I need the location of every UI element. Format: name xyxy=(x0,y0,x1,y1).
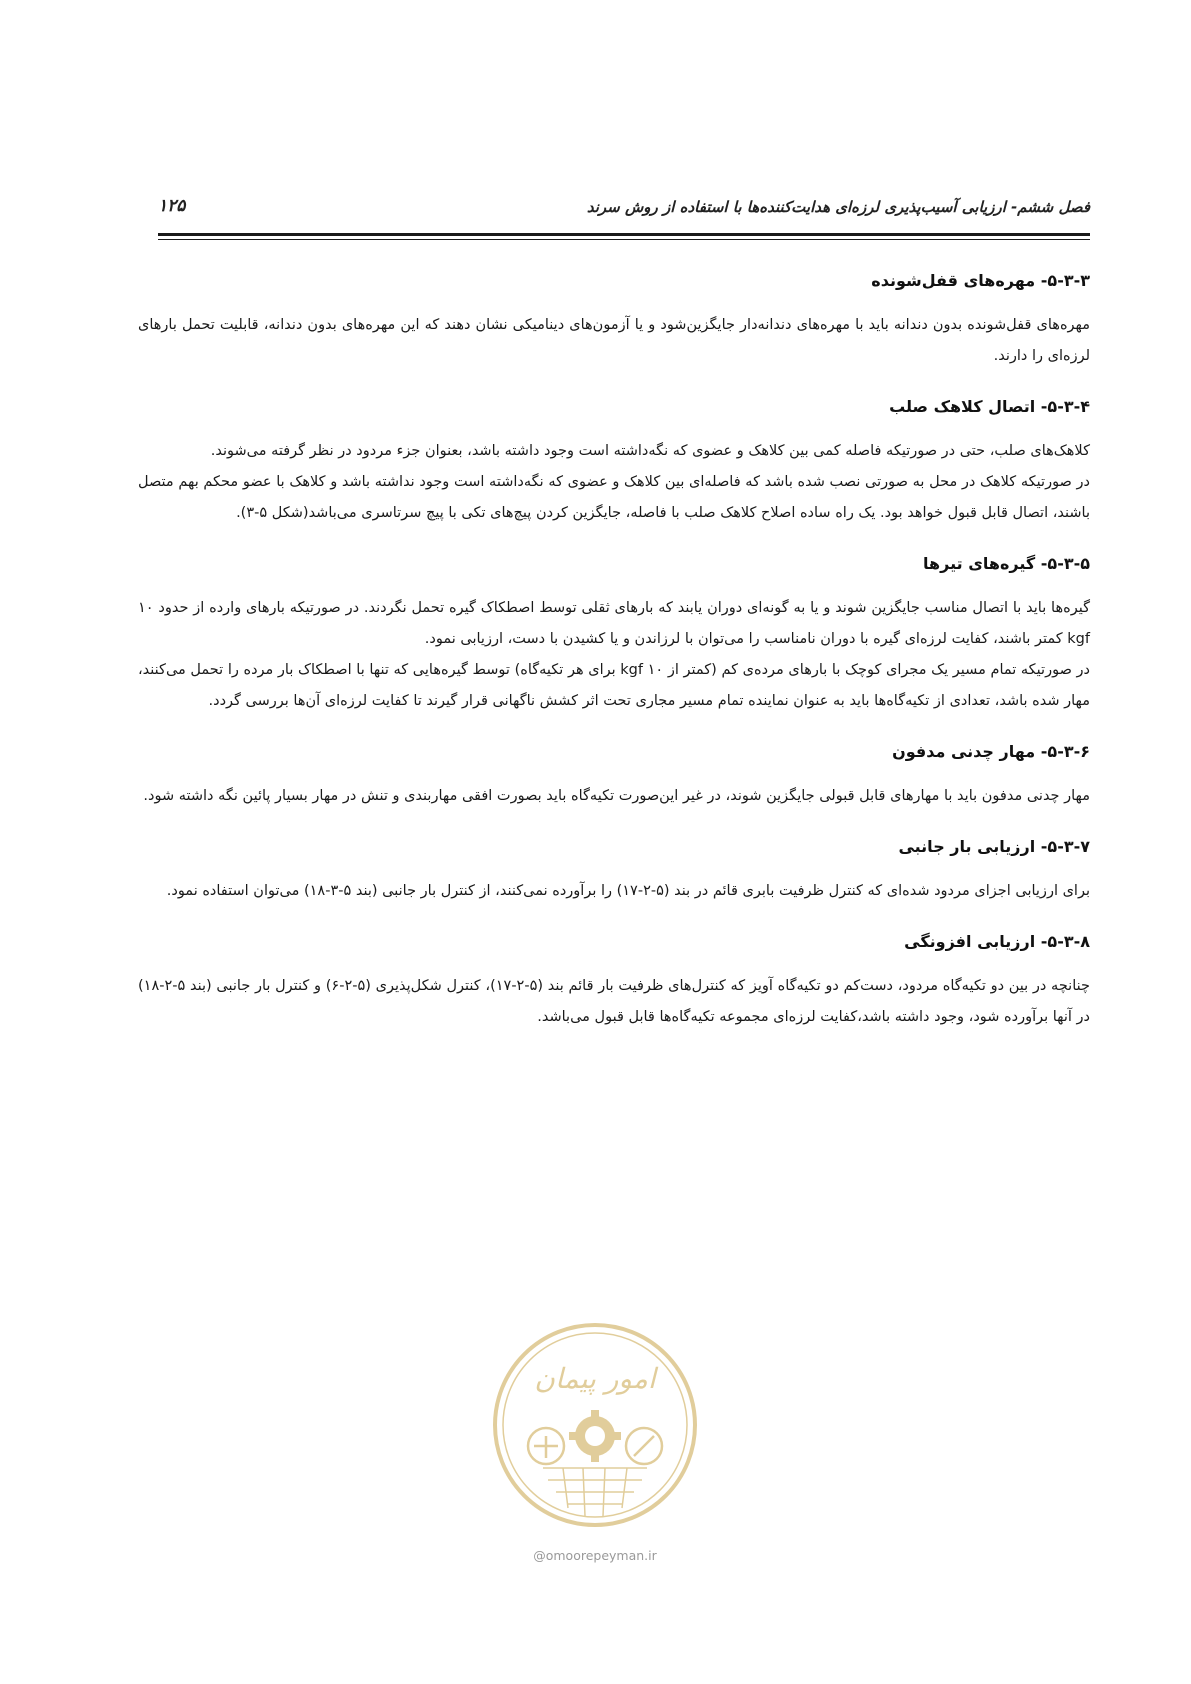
watermark-url: @omoorepeyman.ir xyxy=(533,1548,657,1563)
watermark-logo-text: امور پیمان xyxy=(534,1362,656,1395)
chapter-title: فصل ششم- ارزیابی آسیب‌پذیری لرزه‌ای هدایت‌کننده‌ها با استفاده از روش سرند xyxy=(586,198,1090,216)
paragraph: مهره‌های قفل‌شونده بدون دندانه باید با مهره‌های دندانه‌دار جایگزین‌شود و یا آزمون‌های دینامیکی نشان دهند که این مهره‌های بدون دندانه، قابلیت تحمل بارهای لرزه‌ای را دارند. xyxy=(138,317,1090,364)
paragraph: گیره‌ها باید با اتصال مناسب جایگزین شوند و یا به گونه‌ای دوران یابند که بارهای ثقلی توسط اصطکاک گیره تحمل نگردند. در صورتیکه بارهای وارده از حدود ۱۰ kgf کمتر باشند، کفایت لرزه‌ای گیره با دوران نامناسب را می‌توان با لرزاندن و یا کشیدن با دست، ارزیابی نمود. xyxy=(138,600,1090,647)
paragraph: در صورتیکه تمام مسیر یک مجرای کوچک با بارهای مرده‌ی کم (کمتر از ۱۰ kgf برای هر تکیه‌گاه) توسط گیره‌هایی که تنها با اصطکاک بار مرده را تحمل می‌کنند، مهار شده باشد، تعدادی از تکیه‌گاه‌ها باید به عنوان نماینده تمام مسیر مجاری تحت اثر کشش ناگهانی قرار گیرند تا کفایت لرزه‌ای آن‌ها بررسی گردد. xyxy=(138,662,1090,709)
section-redundancy-evaluation xyxy=(138,929,1090,1033)
page-header xyxy=(158,192,1090,228)
section-heading: ۵-۳-۶- مهار چدنی مدفون xyxy=(892,742,1090,761)
paragraph: مهار چدنی مدفون باید با مهارهای قابل قبولی جایگزین شوند، در غیر این‌صورت تکیه‌گاه باید بصورت افقی مهاربندی و تنش در مهار بسیار پائین نگه داشته شود. xyxy=(143,788,1090,804)
section-heading: ۵-۳-۵- گیره‌های تیرها xyxy=(923,554,1090,573)
paragraph: چنانچه در بین دو تکیه‌گاه مردود، دست‌کم دو تکیه‌گاه آویز که کنترل‌های ظرفیت بار قائم بند (۵-۲-۱۷)، کنترل شکل‌پذیری (۵-۲-۶) و کنترل بار جانبی (بند ۵-۲-۱۸) در آنها برآورده شود، وجود داشته باشد،کفایت لرزه‌ای مجموعه تکیه‌گاه‌ها قابل قبول می‌باشد. xyxy=(138,978,1090,1025)
paragraph: کلاهک‌های صلب، حتی در صورتیکه فاصله کمی بین کلاهک و عضوی که نگه‌داشته است وجود داشته باشد، بعنوان جزء مردود در نظر گرفته می‌شوند. xyxy=(210,443,1090,459)
paragraph: در صورتیکه کلاهک در محل به صورتی نصب شده باشد که فاصله‌ای بین کلاهک و عضوی که نگه‌داشته است وجود نداشته باشد و کلاهک با عضو محکم بهم متصل باشند، اتصال قابل قبول خواهد بود. یک راه ساده اصلاح کلاهک صلب با فاصله، جایگزین کردن پیچ‌های تکی با پیچ سرتاسری می‌باشد(شکل ۵-۳). xyxy=(138,474,1090,521)
section-lateral-load-evaluation xyxy=(138,834,1090,907)
page-number: ۱۲۵ xyxy=(158,196,186,216)
header-rule-thin xyxy=(158,239,1090,240)
body-content xyxy=(138,268,1090,1055)
watermark-logo xyxy=(488,1318,702,1532)
section-heading: ۵-۳-۷- ارزیابی بار جانبی xyxy=(898,837,1090,856)
scales-icon xyxy=(528,1428,564,1464)
section-heading: ۵-۳-۳- مهره‌های قفل‌شونده xyxy=(871,271,1090,290)
section-locking-nuts xyxy=(138,268,1090,372)
header-rule-thick xyxy=(158,233,1090,236)
section-rigid-cap-connection xyxy=(138,394,1090,529)
section-cast-iron-anchor xyxy=(138,739,1090,812)
section-heading: ۵-۳-۸- ارزیابی افزونگی xyxy=(904,932,1090,951)
section-beam-clamps xyxy=(138,551,1090,717)
paragraph: برای ارزیابی اجزای مردود شده‌ای که کنترل ظرفیت بابری قائم در بند (۵-۲-۱۷) را برآورده نمی‌کنند، از کنترل بار جانبی (بند ۵-۳-۱۸) می‌توان استفاده نمود. xyxy=(166,883,1090,899)
section-heading: ۵-۳-۴- اتصال کلاهک صلب xyxy=(889,397,1090,416)
gear-icon xyxy=(569,1410,621,1462)
wrench-icon xyxy=(626,1428,662,1464)
